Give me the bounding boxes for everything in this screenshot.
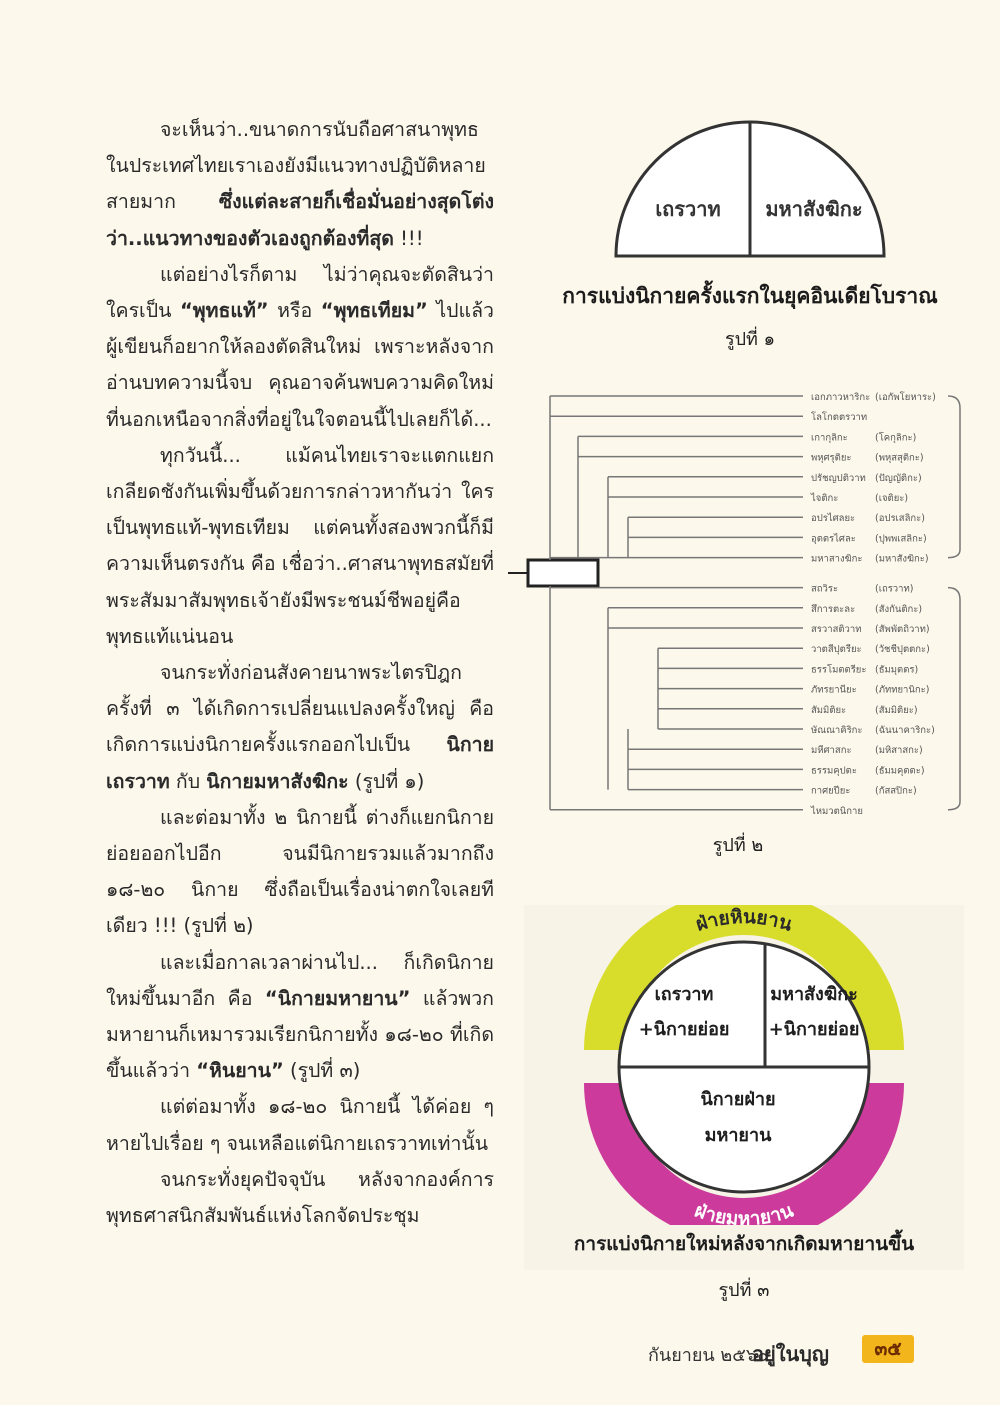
issue-date: กันยายน ๒๕๖๐: [648, 1345, 769, 1366]
upper-sect-name: อปรไศลยะ: [811, 513, 856, 525]
paragraph: จะเห็นว่า..ขนาดการนับถือศาสนาพุทธในประเทศไทยเราเองยังมีแนวทางปฏิบัติหลายสายมาก ซึ่งแต่ละสายก็เชื่อมั่นอย่างสุดโต่งว่า..แนวทางของตัวเองถูกต้องที่สุด !!!: [106, 118, 494, 250]
page-footer: [560, 1335, 920, 1369]
upper-sect-pali-name: (โคกุลิกะ): [875, 432, 917, 444]
upper-sect-name: เอกภาวหาริกะ: [811, 392, 871, 403]
sect-tree-diagram: [508, 380, 968, 817]
lower-sect-name: ธรรโมตตรียะ: [811, 664, 867, 676]
upper-sect-name: ไจติกะ: [811, 493, 839, 504]
lower-sect-name: ภัทรยานียะ: [811, 684, 857, 696]
figure-2-caption: รูปที่ ๒: [712, 835, 764, 856]
figure-3: [524, 905, 964, 1301]
article-body: [106, 112, 494, 1234]
figure-1-caption: รูปที่ ๑: [724, 329, 776, 350]
lower-sect-pali-name: (ภัททยานิกะ): [875, 684, 930, 696]
lower-sect-pali-name: (สังกันติกะ): [875, 603, 923, 615]
lower-sect-name: สึการตะละ: [811, 603, 856, 615]
figure-1: [520, 110, 980, 360]
lower-sect-name: สัมมิติยะ: [811, 704, 847, 716]
lower-sect-name: สรวาสติวาท: [811, 624, 862, 635]
paragraph: ทุกวันนี้... แม้คนไทยเราจะแตกแยกเกลียดชังกันเพิ่มขึ้นด้วยการกล่าวหากันว่า ใครเป็นพุทธแท้-พุทธเทียม แต่คนทั้งสองพวกนี้ก็มีความเห็นตรงกัน คือ เชื่อว่า..ศาสนาพุทธสมัยที่พระสัมมาสัมพุทธเจ้ายังมีพระชนม์ชีพอยู่คือพุทธแท้แน่นอน: [106, 443, 494, 648]
lower-sect-pali-name: (มหิสาสกะ): [875, 745, 923, 757]
lower-sect-pali-name: (ฉันนาคาริกะ): [875, 725, 935, 736]
lower-sect-name: วาตสีปุตรียะ: [811, 644, 862, 656]
lower-sect-name: ษัณณาคิริกะ: [811, 725, 863, 736]
upper-sect-name: อุตตรไศละ: [811, 533, 856, 545]
upper-sect-name: โลโกตตรวาท: [811, 412, 868, 424]
lower-sect-name: ไหมวตนิกาย: [811, 805, 863, 817]
paragraph: และต่อมาทั้ง ๒ นิกายนี้ ต่างก็แยกนิกายย่อยออกไปอีก จนมีนิกายรวมแล้วมากถึง ๑๘-๒๐ นิกาย ซึ่งถือเป็นเรื่องน่าตกใจเลยทีเดียว !!! (รูปที่ ๒): [106, 805, 494, 938]
mahasanghika-label: มหาสังฆิกะ: [765, 197, 863, 221]
page-number: ๓๕: [862, 1335, 914, 1363]
figure-1-title: การแบ่งนิกายครั้งแรกในยุคอินเดียโบราณ: [562, 284, 938, 308]
circle-diagram: [524, 905, 964, 1225]
paragraph: และเมื่อกาลเวลาผ่านไป... ก็เกิดนิกายใหม่ขึ้นมาอีก คือ “นิกายมหายาน” แล้วพวกมหายานก็เหมารวมเรียกนิกายทั้ง ๑๘-๒๐ ที่เกิดขึ้นแล้วว่า “หินยาน” (รูปที่ ๓): [106, 950, 494, 1083]
paragraph: จนกระทั่งยุคปัจจุบัน หลังจากองค์การพุทธศาสนิกสัมพันธ์แห่งโลกจัดประชุม: [106, 1167, 494, 1228]
upper-sect-pali-name: (ปัญญัติกะ): [875, 472, 922, 484]
paragraph: แต่ต่อมาทั้ง ๑๘-๒๐ นิกายนี้ ได้ค่อย ๆ หายไปเรื่อย ๆ จนเหลือแต่นิกายเถรวาทเท่านั้น: [106, 1095, 494, 1155]
theravada-sub-text: +นิกายย่อย: [638, 1019, 730, 1040]
upper-sect-pali-name: (เจติยะ): [875, 493, 909, 504]
upper-sect-pali-name: (เอกัพโยหาระ): [875, 392, 936, 403]
lower-sect-pali-name: (ธัมมุตตร): [875, 664, 919, 676]
lower-sect-pali-name: (สัมมิติยะ): [875, 704, 918, 716]
upper-sect-pali-name: (พหุสสุติกะ): [875, 452, 924, 464]
hinayana-arc-label: ฝ่ายหินยาน: [693, 905, 795, 936]
upper-sect-name: พหุศรุติยะ: [811, 452, 852, 464]
lower-sect-pali-name: (สัพพัตถิวาท): [875, 624, 930, 635]
theravada-text: เถรวาท: [654, 984, 714, 1005]
mahasanghika-text: มหาสังฆิกะ: [770, 984, 858, 1005]
lower-sect-name: สถวิระ: [811, 583, 839, 595]
figure-3-caption: รูปที่ ๓: [718, 1280, 770, 1301]
lower-sect-name: ธรรมคุปตะ: [811, 765, 857, 777]
lower-sect-pali-name: (กัสสปิกะ): [875, 785, 917, 797]
paragraph: จนกระทั่งก่อนสังคายนาพระไตรปิฎกครั้งที่ ๓ ได้เกิดการเปลี่ยนแปลงครั้งใหญ่ คือ เกิดการแบ่งนิกายครั้งแรกออกไปเป็น นิกายเถรวาท กับ นิกายมหาสังฆิกะ (รูปที่ ๑): [106, 661, 494, 793]
upper-sect-name: มหาสางฆิกะ: [811, 553, 863, 565]
mahayana-arc-label: ฝ่ายมหายาน: [691, 1199, 797, 1225]
semicircle-diagram: [520, 110, 980, 270]
figure-3-title: การแบ่งนิกายใหม่หลังจากเกิดมหายานขึ้น: [573, 1233, 915, 1255]
upper-sect-pali-name: (อปรเสลิกะ): [875, 513, 925, 525]
mahayana-group-text: นิกายฝ่าย: [700, 1089, 776, 1110]
figure-2: [508, 380, 968, 856]
magazine-name: อยู่ในบุญ: [752, 1342, 829, 1366]
lower-sect-pali-name: (วัชชีปุตตกะ): [875, 644, 930, 656]
upper-sect-pali-name: (ปุพพเสลิกะ): [875, 533, 927, 545]
upper-sect-pali-name: (มหาสังฆิกะ): [875, 553, 929, 565]
lower-sect-name: กาศยปียะ: [811, 785, 851, 797]
lower-sect-pali-name: (ธัมมคุตตะ): [875, 765, 925, 777]
mahasanghika-sub-text: +นิกายย่อย: [768, 1019, 860, 1040]
paragraph: แต่อย่างไรก็ตาม ไม่ว่าคุณจะตัดสินว่าใครเป็น “พุทธแท้” หรือ “พุทธเทียม” ไปแล้ว ผู้เขียนก็อยากให้ลองตัดสินใหม่ เพราะหลังจากอ่านบทความนี้จบ คุณอาจค้นพบความคิดใหม่ที่นอกเหนือจากสิ่งที่อยู่ในใจตอนนี้ไปเลยก็ได้...: [106, 262, 494, 431]
upper-sect-name: ปรัชญปติวาท: [811, 472, 866, 484]
mahayana-text: มหายาน: [704, 1125, 772, 1146]
lower-sect-name: มหีศาสกะ: [811, 745, 852, 757]
upper-brace: [948, 396, 960, 558]
upper-sect-name: เกากุลิกะ: [811, 432, 848, 444]
lower-sect-pali-name: (เถรวาท): [875, 583, 914, 595]
root-node: [528, 560, 598, 586]
lower-brace: [948, 588, 960, 810]
theravada-label: เถรวาท: [655, 197, 721, 221]
